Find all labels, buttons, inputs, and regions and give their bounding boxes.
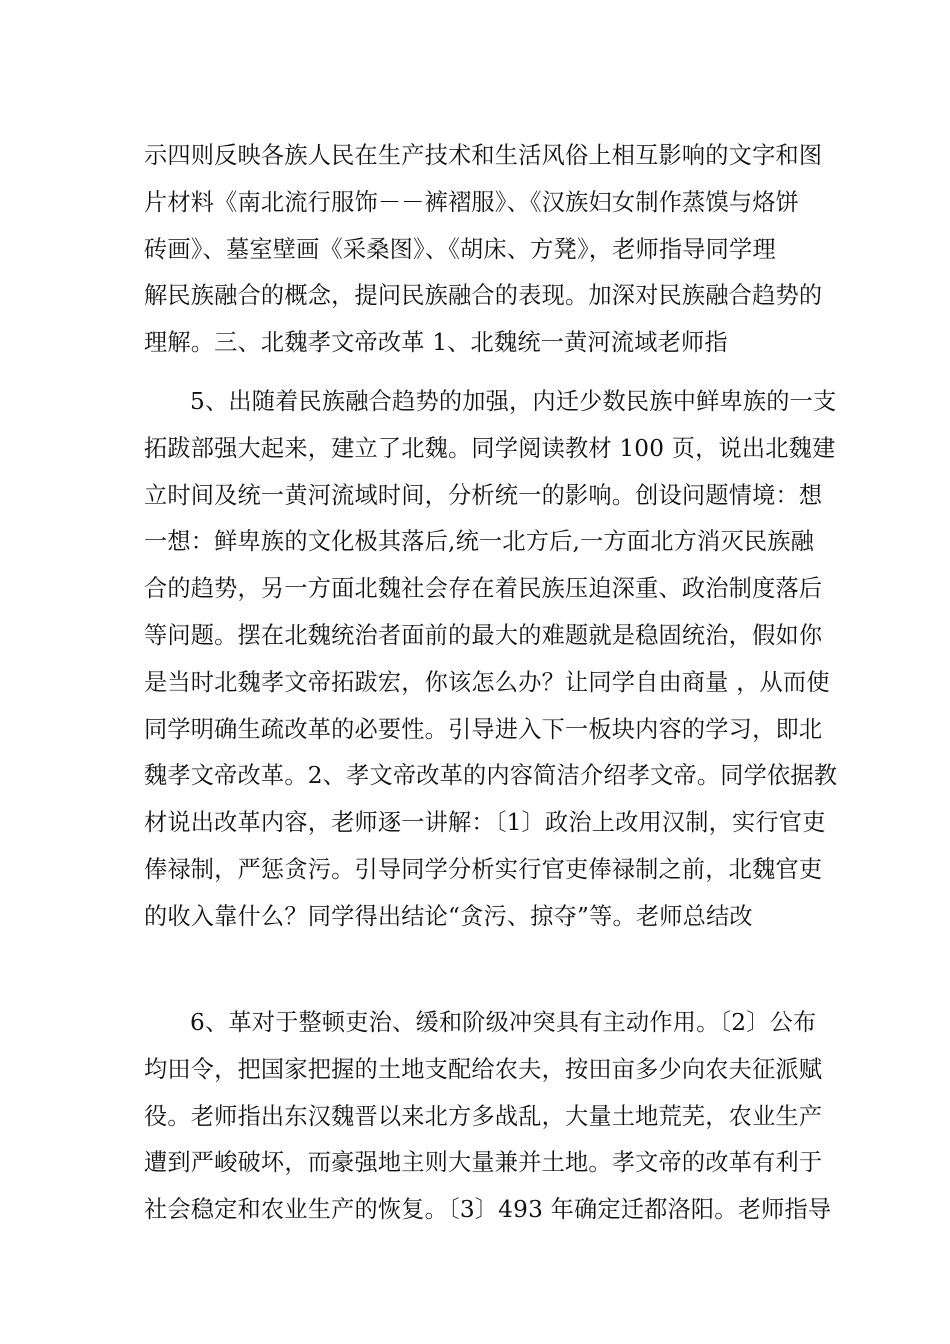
text-line: 社会稳定和农业生产的恢复。〔3〕493 年确定迁都洛阳。老师指导 (144, 1196, 832, 1224)
text-line: 役。老师指出东汉魏晋以来北方多战乱，大量土地荒芜，农业生产 (144, 1102, 823, 1130)
text-line: 等问题。摆在北魏统治者面前的最大的难题就是稳固统治，假如你 (144, 621, 823, 649)
text-line: 6、革对于整顿吏治、缓和阶级冲突具有主动作用。〔2〕公布 (190, 1009, 817, 1036)
text-line: 俸禄制，严惩贪污。引导同学分析实行官吏俸禄制之前，北魏官吏 (144, 855, 823, 883)
text-line: 立时间及统一黄河流域时间，分析统一的影响。创设问题情境：想 (144, 481, 823, 509)
text-line: 同学明确生疏改革的必要性。引导进入下一板块内容的学习，即北 (144, 715, 823, 743)
paragraph-continuation (144, 133, 823, 367)
text-line: 拓跋部强大起来，建立了北魏。同学阅读教材 100 页，说出北魏建 (144, 434, 836, 462)
text-line: 示四则反映各族人民在生产技术和生活风俗上相互影响的文字和图 (144, 142, 823, 169)
paragraph-section-6 (144, 1000, 832, 1234)
text-line: 5、出随着民族融合趋势的加强，内迁少数民族中鲜卑族的一支 (190, 388, 837, 415)
text-line: 的收入靠什么？同学得出结论“贪污、掠夺”等。老师总结改 (144, 902, 753, 930)
text-line: 遭到严峻破坏，而豪强地主则大量兼并土地。孝文帝的改革有利于 (144, 1149, 823, 1177)
text-line: 魏孝文帝改革。2、孝文帝改革的内容简洁介绍孝文帝。同学依据教 (144, 762, 838, 790)
text-line: 理解。三、北魏孝文帝改革 1、北魏统一黄河流域老师指 (144, 329, 728, 357)
paragraph-section-5 (144, 379, 838, 941)
text-line: 材说出改革内容，老师逐一讲解：〔1〕政治上改用汉制，实行官吏 (144, 809, 826, 837)
text-line: 是当时北魏孝文帝拓跋宏，你该怎么办？让同学自由商量 ，从而使 (144, 668, 830, 696)
text-line: 片材料《南北流行服饰－－裤褶服》、《汉族妇女制作蒸馍与烙饼 (144, 188, 800, 216)
text-line: 解民族融合的概念，提问民族融合的表现。加深对民族融合趋势的 (144, 282, 823, 310)
text-line: 一想：鲜卑族的文化极其落后,统一北方后,一方面北方消灭民族融 (144, 528, 814, 556)
text-line: 合的趋势，另一方面北魏社会存在着民族压迫深重、政治制度落后 (144, 575, 823, 603)
text-line: 均田令，把国家把握的土地支配给农夫，按田亩多少向农夫征派赋 (144, 1055, 823, 1083)
text-line: 砖画》、墓室壁画《采桑图》、《胡床、方凳》，老师指导同学理 (144, 235, 776, 263)
